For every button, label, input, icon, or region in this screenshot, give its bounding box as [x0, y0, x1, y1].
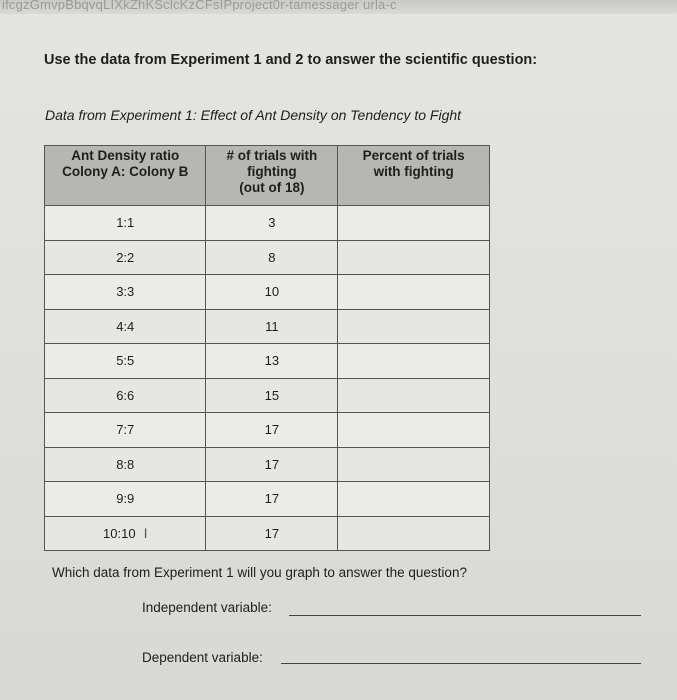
cell-percent[interactable] — [338, 413, 490, 448]
table-row — [45, 275, 490, 310]
cell-percent[interactable] — [338, 240, 490, 275]
cell-trials: 3 — [206, 206, 338, 241]
worksheet-title: Use the data from Experiment 1 and 2 to answer the scientific question: — [44, 52, 538, 68]
cell-percent[interactable] — [338, 344, 490, 379]
header-line: (out of 18) — [239, 180, 305, 195]
cell-trials: 17 — [206, 447, 338, 482]
header-line: Ant Density ratio — [71, 148, 180, 163]
table-title: Data from Experiment 1: Effect of Ant Density on Tendency to Fight — [45, 107, 462, 123]
cell-ratio: 8:8 — [45, 447, 206, 482]
table-row — [45, 482, 490, 517]
cell-percent[interactable] — [338, 447, 490, 482]
cell-percent[interactable] — [338, 378, 490, 413]
cell-trials: 15 — [206, 378, 338, 413]
table-row — [45, 309, 490, 344]
cell-trials: 13 — [206, 344, 338, 379]
cell-ratio: 1:1 — [45, 206, 206, 241]
header-line: Percent of trials — [362, 148, 465, 163]
independent-variable-label: Independent variable: — [142, 600, 272, 615]
table-row — [45, 413, 490, 448]
cell-percent[interactable] — [338, 516, 490, 551]
graph-question: Which data from Experiment 1 will you graph to answer the question? — [52, 565, 467, 580]
cell-trials: 17 — [206, 482, 338, 517]
independent-variable-answer-line[interactable] — [289, 615, 641, 616]
cell-ratio-with-cursor — [45, 516, 206, 551]
cell-ratio: 7:7 — [45, 413, 206, 448]
table-row — [45, 447, 490, 482]
table-header-row — [45, 146, 490, 206]
header-trials-with-fighting — [206, 146, 338, 206]
header-ant-density-ratio — [45, 146, 206, 206]
header-line: # of trials with — [226, 148, 318, 163]
cell-ratio: 5:5 — [45, 344, 206, 379]
cell-trials: 11 — [206, 309, 338, 344]
table-row — [45, 206, 490, 241]
cell-trials: 8 — [206, 240, 338, 275]
cell-percent[interactable] — [338, 482, 490, 517]
url-text: ifcgzGmvpBbqvqLIXkZhKSclcKzCFsIPproject0r-tamessager urla-c — [2, 0, 397, 12]
table-row — [45, 378, 490, 413]
header-line: with fighting — [373, 164, 454, 179]
header-percent-of-trials — [338, 146, 490, 206]
dependent-variable-answer-line[interactable] — [281, 663, 641, 664]
experiment-data-table — [44, 145, 490, 551]
table-row — [45, 240, 490, 275]
dependent-variable-label: Dependent variable: — [142, 650, 263, 665]
worksheet-page — [0, 14, 677, 700]
header-line: fighting — [247, 164, 297, 179]
cell-ratio: 3:3 — [45, 275, 206, 310]
cell-ratio: 2:2 — [45, 240, 206, 275]
cell-ratio: 6:6 — [45, 378, 206, 413]
browser-url-strip — [0, 0, 677, 14]
cell-trials: 10 — [206, 275, 338, 310]
cell-trials: 17 — [206, 413, 338, 448]
cell-trials: 17 — [206, 516, 338, 551]
cell-percent[interactable] — [338, 275, 490, 310]
cell-percent[interactable] — [338, 206, 490, 241]
table-row — [45, 344, 490, 379]
header-line: Colony A: Colony B — [62, 164, 189, 179]
text-cursor-icon: I — [143, 525, 148, 542]
table-row — [45, 516, 490, 551]
cell-ratio: 10:10 — [103, 526, 136, 542]
cell-ratio: 9:9 — [45, 482, 206, 517]
cell-percent[interactable] — [338, 309, 490, 344]
cell-ratio: 4:4 — [45, 309, 206, 344]
